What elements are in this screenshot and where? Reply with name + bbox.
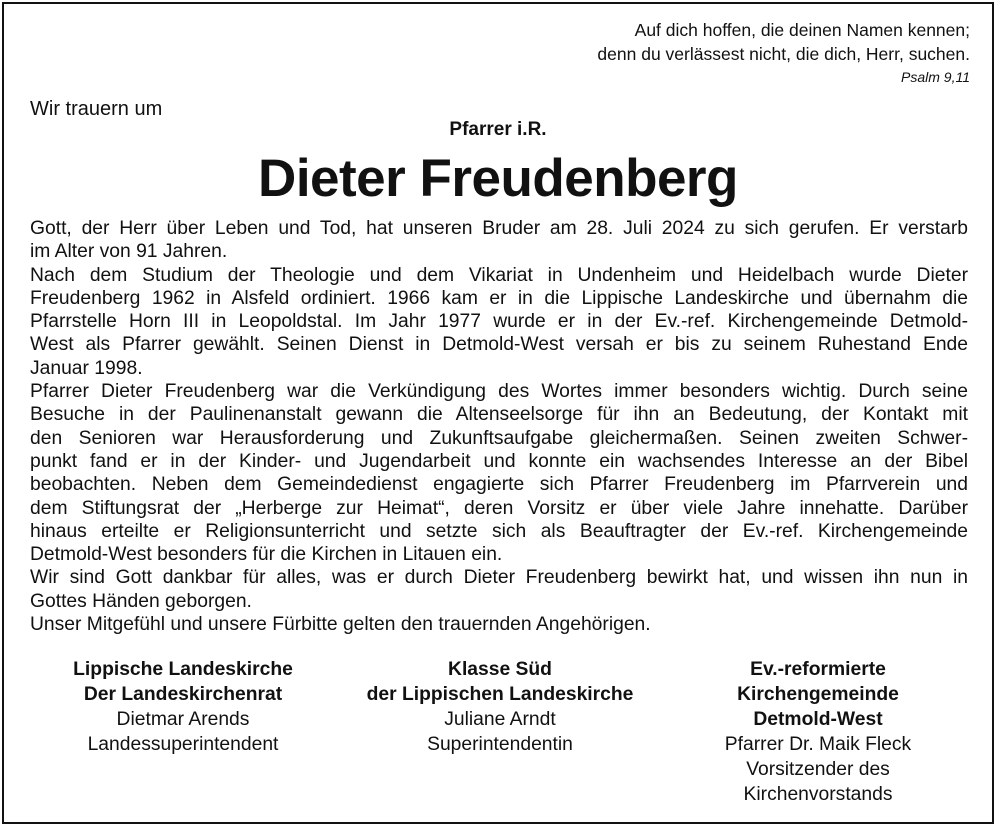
signature-landeskirche <box>40 657 326 757</box>
body-line: im Alter von 91 Jahren. <box>30 241 228 263</box>
signature-person-line: Kirchenvorstands <box>743 784 893 805</box>
body-line: Unser Mitgefühl und unsere Fürbitte gelten den trauernden Angehörigen. <box>30 614 651 636</box>
signature-klasse-sued <box>340 657 660 757</box>
body-line: Pfarrer Dieter Freudenberg war die Verkündigung des Wortes immer besonders wichtig. Durch seine <box>30 381 968 403</box>
body-line: hinaus erteilte er Religionsunterricht und setzte sich als Beauftragter der Ev.-ref. Kirchengemeinde <box>30 520 968 542</box>
body-line: den Senioren war Herausforderung und Zukunftsaufgabe gleichermaßen. Seinen zweiten Schwer- <box>30 427 968 449</box>
body-line: Pfarrstelle Horn III in Leopoldstal. Im Jahr 1977 wurde er in der Ev.-ref. Kirchengemeinde Detmold- <box>30 311 968 333</box>
signature-person-line: Juliane Arndt <box>444 709 556 730</box>
signature-org-line: der Lippischen Landeskirche <box>366 684 634 705</box>
body-line: West als Pfarrer gewählt. Seinen Dienst in Detmold-West versah er bis zu seinem Ruhestand Ende <box>30 334 968 356</box>
psalm-reference: Psalm 9,11 <box>901 69 970 85</box>
signature-person-line: Vorsitzender des <box>746 759 890 780</box>
body-line: Freudenberg 1962 in Alsfeld ordiniert. 1966 kam er in die Lippische Landeskirche und übernahm die <box>30 287 968 309</box>
intro-text: Wir trauern um <box>30 98 163 120</box>
body-line: dem Stiftungsrat der „Herberge zur Heimat“, deren Vorsitz er über viele Jahre innehatte. Darüber <box>30 497 968 519</box>
signature-org-line: Kirchengemeinde <box>737 684 899 705</box>
body-line: Besuche in der Paulinenanstalt gewann die Altenseelsorge für ihn an Bedeutung, der Kontakt mit <box>30 404 968 426</box>
signature-person-line: Pfarrer Dr. Maik Fleck <box>724 734 912 755</box>
signature-person-line: Superintendentin <box>427 734 573 755</box>
body-line: Detmold-West besonders für die Kirchen in Litauen ein. <box>30 544 503 566</box>
signature-org-line: Der Landeskirchenrat <box>83 684 283 705</box>
body-line: Nach dem Studium der Theologie und dem Vikariat in Undenheim und Heidelbach wurde Dieter <box>30 264 968 286</box>
signature-org-line: Detmold-West <box>753 709 883 730</box>
body-line: beobachten. Neben dem Gemeindedienst engagierte sich Pfarrer Freudenberg im Pfarrverein und <box>30 474 968 496</box>
deceased-name: Dieter Freudenberg <box>258 149 738 208</box>
body-line: punkt fand er in der Kinder- und Jugendarbeit und konnte ein wachsendes Interesse an der Bibel <box>30 450 968 472</box>
body-line: Wir sind Gott dankbar für alles, was er durch Dieter Freudenberg bewirkt hat, und wissen ihn nun in <box>30 567 968 589</box>
psalm-quote <box>597 18 970 88</box>
signature-person-line: Landessuperintendent <box>87 734 279 755</box>
obituary-body <box>30 217 968 636</box>
psalm-line: denn du verlässest nicht, die dich, Herr, suchen. <box>597 44 970 64</box>
signature-org-line: Lippische Landeskirche <box>73 659 293 680</box>
body-line: Januar 1998. <box>30 357 143 379</box>
body-line: Gottes Händen geborgen. <box>30 590 252 612</box>
signature-kirchengemeinde <box>680 657 956 807</box>
body-line: Gott, der Herr über Leben und Tod, hat unseren Bruder am 28. Juli 2024 zu sich gerufen. Er verstarb <box>30 218 968 239</box>
signature-org-line: Ev.-reformierte <box>750 659 886 680</box>
signature-person-line: Dietmar Arends <box>116 709 250 730</box>
psalm-line: Auf dich hoffen, die deinen Namen kennen; <box>634 20 970 40</box>
signature-org-line: Klasse Süd <box>448 659 552 680</box>
deceased-title: Pfarrer i.R. <box>449 119 547 140</box>
